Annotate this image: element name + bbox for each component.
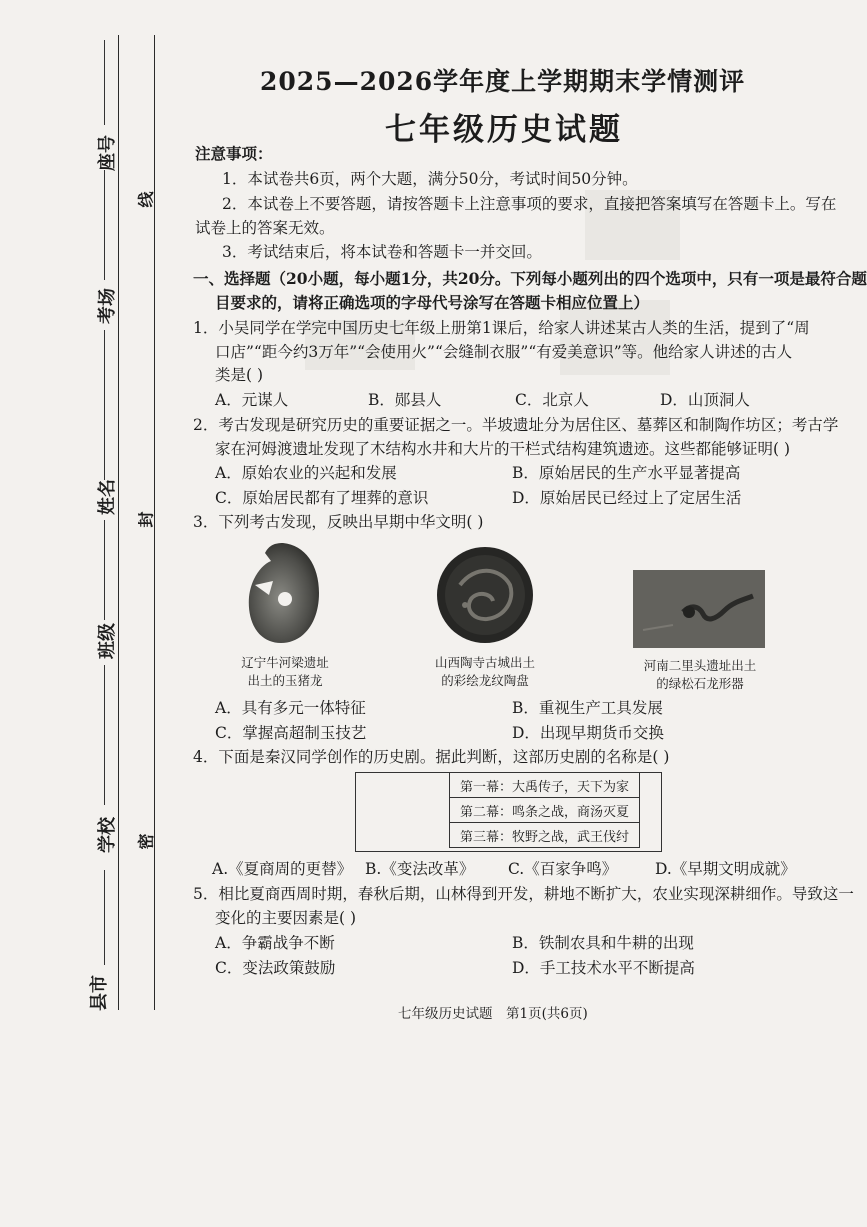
notice-item: 试卷上的答案无效。 [195,219,335,237]
q1-option-c: C．北京人 [515,391,589,409]
class-label: 班级 [97,623,118,659]
painted-dragon-plate-image [435,545,535,645]
question-4-stem: 4．下面是秦汉同学创作的历史剧。据此判断，这部历史剧的名称是( ) [193,748,670,766]
subject-title: 七年级历史试题 [385,112,623,148]
section-heading: 一、选择题（20小题，每小题1分，共20分。下列每小题列出的四个选项中，只有一项是最符合题 [193,269,867,288]
drama-acts-table [449,772,640,848]
image-2-caption: 的彩绘龙纹陶盘 [441,673,529,688]
turquoise-dragon-image [633,570,765,648]
question-1-stem: 类是( ) [215,366,264,384]
exam-room-label: 考场 [97,288,118,324]
q4-option-d: D.《早期文明成就》 [655,860,796,878]
name-underline [104,330,105,480]
q5-option-d: D．手工技术水平不断提高 [512,959,695,977]
page-footer: 七年级历史试题 第1页(共6页) [398,1006,588,1022]
seal-label: 封 [136,511,156,528]
q3-option-b: B．重视生产工具发展 [512,699,663,717]
binding-line-outer [118,35,119,1010]
q4-option-b: B.《变法改革》 [365,860,475,878]
q1-option-d: D．山顶洞人 [660,391,750,409]
act-cell: 第三幕：牧野之战，武王伐纣 [450,823,640,848]
q2-option-d: D．原始居民已经过上了定居生活 [512,489,742,507]
county-underline [104,870,105,965]
q4-option-a: A.《夏商周的更替》 [212,860,353,878]
class-underline [104,520,105,620]
notice-item: 1．本试卷共6页，两个大题，满分50分，考试时间50分钟。 [222,170,638,188]
jade-pig-dragon-image [243,535,323,650]
question-1-stem: 1．小吴同学在学完中国历史七年级上册第1课后，给家人讲述某古人类的生活，提到了“周 [193,319,810,337]
q1-option-a: A．元谋人 [215,391,289,409]
name-label: 姓名 [97,479,118,515]
school-label: 学校 [97,817,118,853]
question-5-stem: 变化的主要因素是( ) [215,909,357,927]
seat-underline [104,40,105,125]
line-label: 线 [136,191,156,208]
image-3-caption: 的绿松石龙形器 [656,676,744,691]
q1-option-b: B．郧县人 [368,391,442,409]
q5-option-a: A．争霸战争不断 [215,934,335,952]
q5-option-c: C．变法政策鼓励 [215,959,336,977]
image-1-caption: 辽宁牛河梁遗址 [241,655,329,670]
image-1-caption: 出土的玉猪龙 [247,673,323,688]
image-2-caption: 山西陶寺古城出土 [434,655,535,670]
q2-option-a: A．原始农业的兴起和发展 [215,464,397,482]
section-heading-cont: 目要求的，请将正确选项的字母代号涂写在答题卡相应位置上） [215,293,650,312]
question-2-stem: 家在河姆渡遗址发现了木结构水井和大片的干栏式结构建筑遗迹。这些都能够证明( ) [215,440,791,458]
notice-item: 2．本试卷上不要答题，请按答题卡上注意事项的要求，直接把答案填写在答题卡上。写在 [222,195,837,213]
seat-label: 座号 [97,135,118,171]
q3-option-c: C．掌握高超制玉技艺 [215,724,367,742]
q3-option-a: A．具有多元一体特征 [215,699,366,717]
q2-option-b: B．原始居民的生产水平显著提高 [512,464,741,482]
question-5-stem: 5．相比夏商西周时期，春秋后期，山林得到开发，耕地不断扩大，农业实现深耕细作。导致这一 [193,885,854,903]
county-label: 县市 [89,975,110,1011]
school-underline [104,665,105,805]
question-1-stem: 口店”“距今约3万年”“会使用火”“会缝制衣服”“有爱美意识”等。他给家人讲述的古人 [215,343,793,361]
secret-label: 密 [136,833,156,850]
act-cell: 第二幕：鸣条之战，商汤灭夏 [450,798,640,823]
question-3-stem: 3．下列考古发现，反映出早期中华文明( ) [193,513,484,531]
notice-heading: 注意事项： [195,144,273,163]
q3-option-d: D．出现早期货币交换 [512,724,664,742]
question-2-stem: 2．考古发现是研究历史的重要证据之一。半坡遗址分为居住区、墓葬区和制陶作坊区；考古学 [193,416,839,434]
room-underline [104,170,105,280]
q5-option-b: B．铁制农具和牛耕的出现 [512,934,694,952]
q4-option-c: C.《百家争鸣》 [508,860,618,878]
image-3-caption: 河南二里头遗址出土 [643,658,757,673]
notice-item: 3．考试结束后，将本试卷和答题卡一并交回。 [222,243,542,261]
q2-option-c: C．原始居民都有了埋葬的意识 [215,489,429,507]
act-cell: 第一幕：大禹传子，天下为家 [450,773,640,798]
exam-title: 2025—2026学年度上学期期末学情测评 [260,67,746,96]
